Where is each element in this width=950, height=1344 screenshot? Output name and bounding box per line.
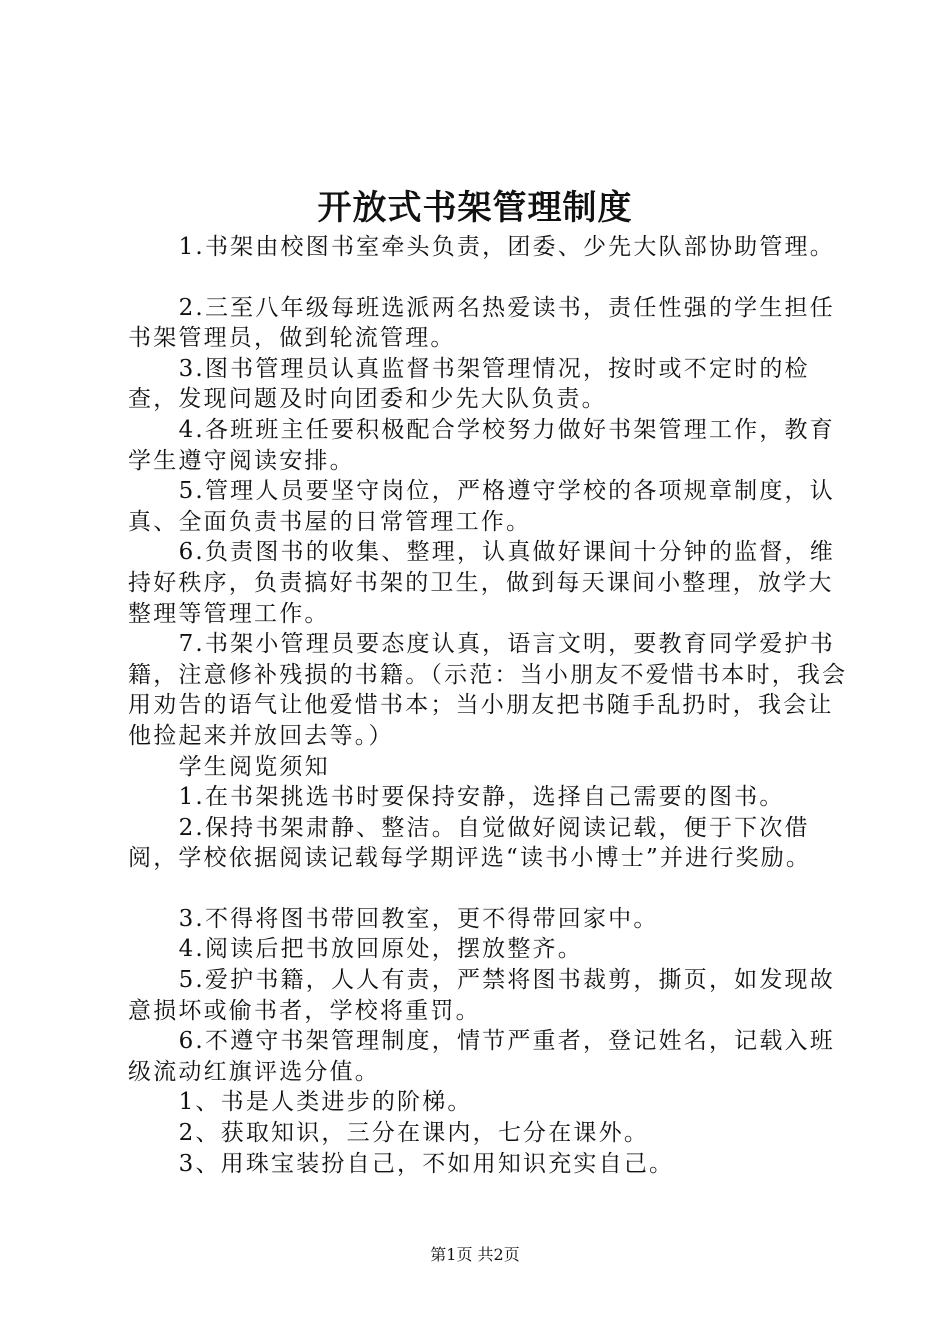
document-title: 开放式书架管理制度 <box>317 188 633 228</box>
document-body <box>128 232 848 1179</box>
paragraph-notice-4: 4.阅读后把书放回原处，摆放整齐。 <box>178 936 583 963</box>
paragraph-rule-2: 2.三至八年级每班选派两名热爱读书，责任性强的学生担任书架管理员，做到轮流管理。 <box>128 294 835 352</box>
paragraph-notice-6: 6.不遵守书架管理制度，情节严重者，登记姓名，记载入班级流动红旗评选分值。 <box>128 1028 835 1085</box>
page-footer: 第1页 共2页 <box>430 1245 520 1264</box>
paragraph-rule-4: 4.各班班主任要积极配合学校努力做好书架管理工作，教育学生遵守阅读安排。 <box>128 416 835 474</box>
paragraph-notice-1: 1.在书架挑选书时要保持安静，选择自己需要的图书。 <box>178 784 785 811</box>
paragraph-notice-3: 3.不得将图书带回教室，更不得带回家中。 <box>178 905 659 932</box>
paragraph-quote-1: 1、书是人类进步的阶梯。 <box>178 1089 473 1116</box>
paragraph-rule-3: 3.图书管理员认真监督书架管理情况，按时或不定时的检查，发现问题及时向团委和少先大队负责。 <box>128 355 810 413</box>
paragraph-rule-5: 5.管理人员要坚守岗位，严格遵守学校的各项规章制度，认真、全面负责书屋的日常管理工作。 <box>128 478 835 535</box>
section-heading-reading-notice: 学生阅览须知 <box>178 753 330 780</box>
paragraph-rule-1: 1.书架由校图书室牵头负责，团委、少先大队部协助管理。 <box>178 234 835 260</box>
paragraph-quote-3: 3、用珠宝装扮自己，不如用知识充实自己。 <box>178 1150 675 1177</box>
paragraph-notice-2: 2.保持书架肃静、整洁。自觉做好阅读记载，便于下次借阅，学校依据阅读记载每学期评选“读书小博士”并进行奖励。 <box>128 814 812 872</box>
paragraph-notice-5: 5.爱护书籍，人人有责，严禁将图书裁剪，撕页，如发现故意损坏或偷书者，学校将重罚。 <box>128 967 835 1024</box>
paragraph-quote-2: 2、获取知识，三分在课内，七分在课外。 <box>178 1120 650 1147</box>
paragraph-rule-6: 6.负责图书的收集、整理，认真做好课间十分钟的监督，维持好秩序，负责搞好书架的卫生，做到每天课间小整理，放学大整理等管理工作。 <box>128 539 835 627</box>
paragraph-rule-7: 7.书架小管理员要态度认真，语言文明，要教育同学爱护书籍，注意修补残损的书籍。（示范：当小朋友不爱惜书本时，我会用劝告的语气让他爱惜书本；当小朋友把书随手乱扔时，我会让他捡起来并放回去等。） <box>128 631 848 749</box>
